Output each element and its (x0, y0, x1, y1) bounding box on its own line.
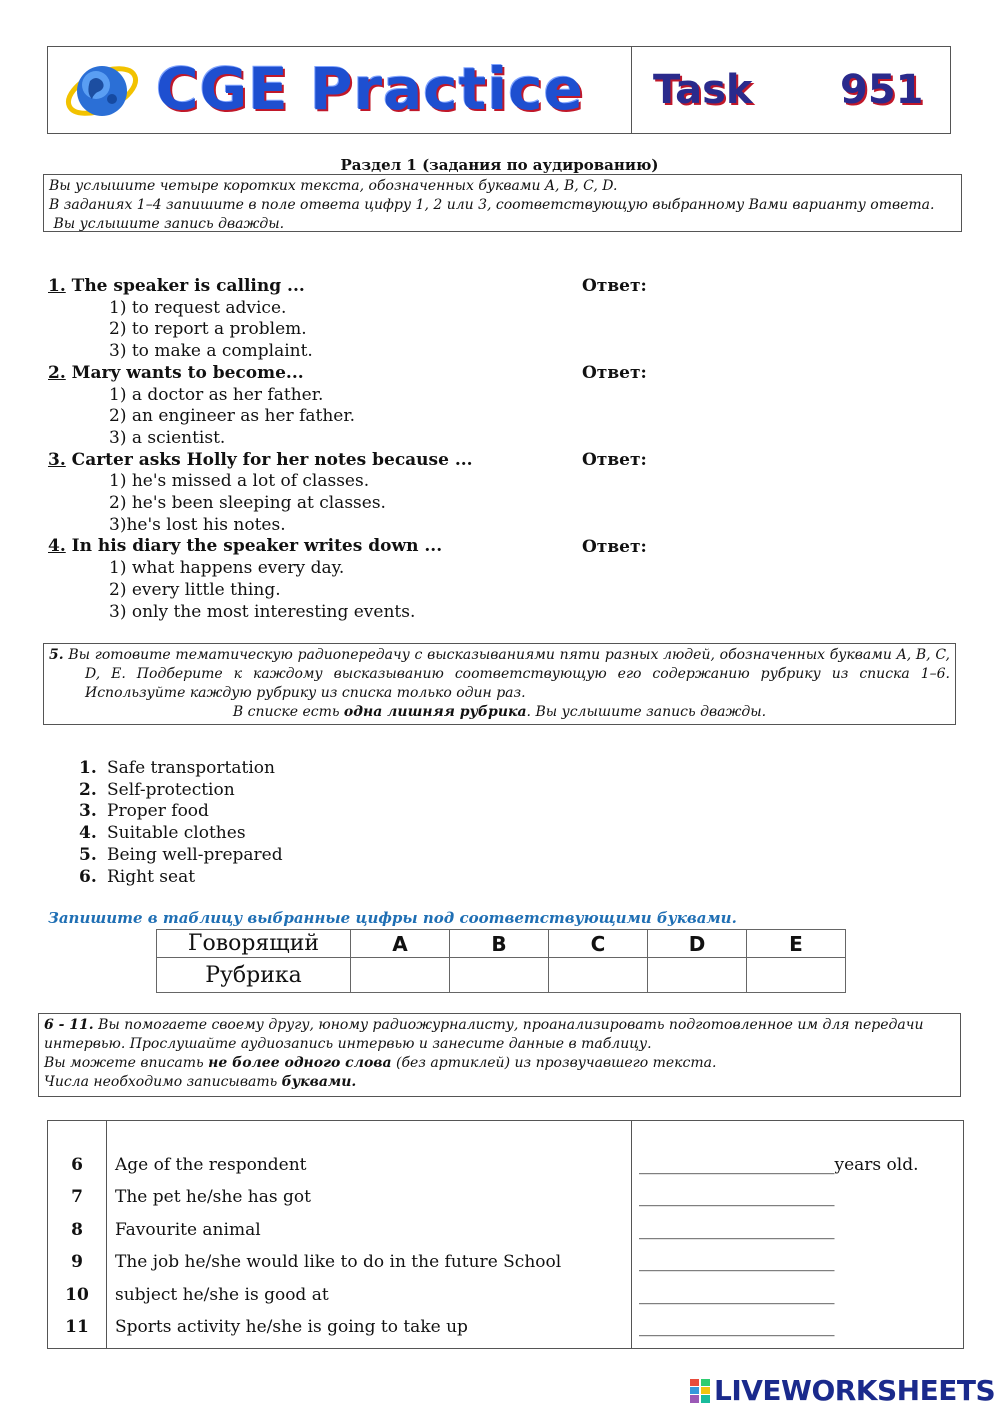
answer-option: 1) what happens every day. (109, 558, 345, 579)
column-header: B (450, 930, 549, 958)
answer-blank[interactable]: _______________________ (639, 1252, 835, 1272)
instruction-line: Вы услышите запись дважды. (49, 216, 285, 232)
task5-instructions (43, 643, 956, 725)
row-label: Age of the respondent (115, 1155, 307, 1175)
question-text: The speaker is calling ... (65, 276, 305, 296)
question-heading (48, 363, 473, 385)
column-header: D (648, 930, 747, 958)
rubric-list (79, 758, 283, 888)
question-number: 4. (48, 536, 66, 557)
answer-label: Ответ: (582, 450, 647, 470)
speaker-rubric-table (156, 929, 846, 993)
liveworksheets-logo[interactable]: LIVEWORKSHEETS (690, 1374, 995, 1407)
question-heading (48, 276, 473, 298)
list-item: 1. Safe transportation (79, 758, 275, 778)
question-number: 3. (48, 449, 66, 470)
answer-option: 1) a doctor as her father. (109, 384, 324, 405)
row-number: 8 (71, 1220, 83, 1240)
answer-blank[interactable]: _______________________ (639, 1220, 835, 1240)
answer-option: 2) every little thing. (109, 579, 281, 600)
row-label: subject he/she is good at (115, 1285, 329, 1305)
task5-text: 5. Вы готовите тематическую радиопередачу с высказываниями пяти разных людей, обозначенных буквами A, B, C, D, E. Подберите к каждому высказыванию соответствующую его содержанию рубрику из списка 1–6. Используйте каждую рубрику из списка только один раз. (49, 647, 950, 701)
header-divider (631, 47, 632, 133)
answer-blank[interactable]: _______________________ (639, 1317, 835, 1337)
row-label: The job he/she would like to do in the future School (115, 1252, 562, 1272)
instruction-line: Вы услышите четыре коротких текста, обозначенных буквами A, B, C, D. (49, 178, 618, 194)
table-row (48, 1155, 963, 1187)
answer-option: 3) a scientist. (109, 427, 226, 448)
row-number: 6 (71, 1155, 83, 1175)
task-label: Task (653, 67, 753, 113)
rubric-label: Рубрика (157, 958, 351, 993)
row-label: Favourite animal (115, 1220, 261, 1240)
table-row (48, 1317, 963, 1349)
list-item: 4. Suitable clothes (79, 823, 246, 844)
question-text: Mary wants to become... (65, 362, 304, 383)
task-number: 951 (840, 67, 924, 113)
table-row (48, 1252, 963, 1284)
question-number: 1. (48, 276, 66, 296)
table-row (157, 958, 846, 993)
listening-instructions (43, 174, 962, 232)
question-heading (48, 450, 473, 472)
brand-title: CGE Practice (156, 55, 584, 123)
answer-option: 3) only the most interesting events. (109, 601, 416, 622)
table-instruction: Запишите в таблицу выбранные цифры под соответствующими буквами. (48, 909, 737, 927)
answer-cell[interactable] (549, 958, 648, 993)
column-header: E (747, 930, 846, 958)
answer-cell[interactable] (747, 958, 846, 993)
answer-label: Ответ: (582, 276, 647, 296)
answer-option: 2) to report a problem. (109, 319, 307, 340)
row-number: 11 (65, 1317, 89, 1337)
answer-blank[interactable]: _______________________years old. (639, 1155, 919, 1175)
question-text: In his diary the speaker writes down ... (65, 536, 443, 557)
row-number: 9 (71, 1252, 83, 1272)
column-header: C (549, 930, 648, 958)
section-title: Раздел 1 (задания по аудированию) (340, 156, 659, 174)
row-label: The pet he/she has got (115, 1187, 311, 1207)
answer-label: Ответ: (582, 363, 647, 383)
table-row (48, 1220, 963, 1252)
liveworksheets-mark-icon (690, 1379, 710, 1403)
task6-instructions (38, 1013, 961, 1097)
table-row (157, 930, 846, 958)
answer-cell[interactable] (648, 958, 747, 993)
task6-number: 6 - 11. (44, 1017, 94, 1033)
answer-option: 1) he's missed a lot of classes. (109, 471, 370, 492)
list-item: 2. Self-protection (79, 779, 235, 800)
question-heading (48, 536, 473, 558)
task6-note: Вы можете вписать не более одного слова (без артиклей) из прозвучавшего текста. (44, 1055, 717, 1071)
list-item: 3. Proper food (79, 801, 209, 822)
question-block (48, 276, 473, 623)
list-item: 6. Right seat (79, 866, 196, 887)
answer-blank[interactable]: _______________________ (639, 1285, 835, 1305)
column-header: A (351, 930, 450, 958)
answer-option: 1) to request advice. (109, 297, 287, 318)
task6-text: 6 - 11. Вы помогаете своему другу, юному радиожурналисту, проанализировать подготовленное им для передачи интервью. Прослушайте аудиозапись интервью и занесите данные в таблицу. (44, 1017, 924, 1052)
task5-number: 5. (49, 647, 64, 663)
speaker-label: Говорящий (157, 930, 351, 958)
table-row (48, 1187, 963, 1219)
answer-label: Ответ: (582, 537, 647, 557)
list-item: 5. Being well-prepared (79, 844, 283, 865)
row-number: 7 (71, 1187, 83, 1207)
interview-table (47, 1120, 964, 1349)
row-number: 10 (65, 1285, 89, 1305)
answer-option: 2) an engineer as her father. (109, 406, 356, 427)
row-label: Sports activity he/she is going to take up (115, 1317, 468, 1337)
question-number: 2. (48, 362, 66, 383)
globe-logo-icon (64, 55, 140, 125)
worksheet-header (47, 46, 951, 134)
answer-cell[interactable] (450, 958, 549, 993)
table-row (48, 1285, 963, 1317)
answer-option: 3) to make a complaint. (109, 341, 313, 362)
task5-note: В списке есть одна лишняя рубрика. Вы услышите запись дважды. (232, 704, 767, 720)
answer-blank[interactable]: _______________________ (639, 1187, 835, 1207)
answer-cell[interactable] (351, 958, 450, 993)
answer-option: 2) he's been sleeping at classes. (109, 493, 386, 514)
answer-option: 3)he's lost his notes. (109, 514, 286, 535)
instruction-line: В заданиях 1–4 запишите в поле ответа цифру 1, 2 или 3, соответствующую выбранному Вами варианту ответа. (49, 197, 935, 213)
question-text: Carter asks Holly for her notes because ... (65, 449, 473, 470)
task6-note: Числа необходимо записывать буквами. (44, 1074, 357, 1090)
